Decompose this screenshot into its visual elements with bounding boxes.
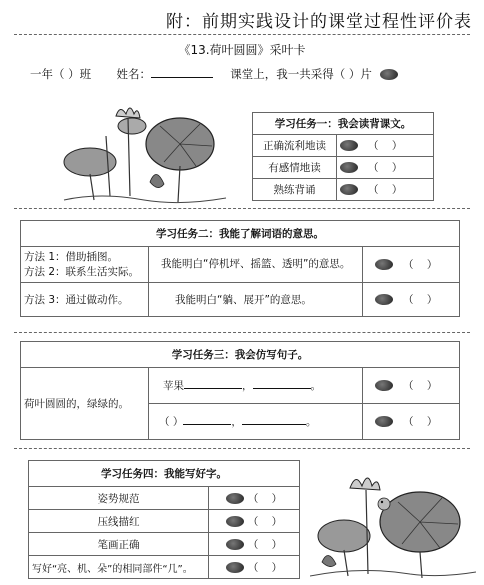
student-info-line [30,66,408,82]
task1-row-3: 熟练背诵 [253,179,337,201]
task2-method-2: 方法 2：联系生活实际。 [24,265,140,278]
task1-title: 学习任务一：我会读背课文。 [253,113,434,135]
task3-score-2[interactable]: （ ） [363,404,460,440]
task3-blank[interactable] [253,379,311,389]
lotus-illustration-top [60,96,230,206]
lotus-leaf-icon [375,294,393,305]
task3-blank[interactable] [242,415,306,425]
lotus-leaf-icon [380,69,398,80]
task1-row-2: 有感情地读 [253,157,337,179]
task4-score-1[interactable]: （ ） [209,487,300,510]
page-title: 附：前期实践设计的课堂过程性评价表 [166,12,472,32]
task3-score-1[interactable]: （ ） [363,368,460,404]
task4-score-3[interactable]: （ ） [209,533,300,556]
lotus-leaf-icon [226,516,244,527]
task3-blank[interactable] [184,379,242,389]
task1-score-1[interactable]: （ ） [337,135,434,157]
lotus-leaf-icon [226,493,244,504]
lotus-leaf-icon [226,562,244,573]
earned-leaves-label: 课堂上，我一共采得（ ）片 [230,67,372,81]
task4-table [28,460,300,579]
task4-row-1: 姿势规范 [29,487,209,510]
card-title: 《13.荷叶圆圆》采叶卡 [178,43,306,57]
task3-sentence: 荷叶圆圆的，绿绿的。 [21,368,149,440]
dashed-divider [14,34,470,35]
name-blank[interactable] [151,68,213,78]
task4-title: 学习任务四：我能写好字。 [29,461,300,487]
dashed-divider [14,332,470,333]
task2-goal-2: 我能明白“躺、展开”的意思。 [149,283,363,317]
task1-score-2[interactable]: （ ） [337,157,434,179]
task2-method-3: 方法 3：通过做动作。 [21,283,149,317]
lotus-frog-illustration [310,466,476,580]
lotus-leaf-icon [375,380,393,391]
task3-table [20,341,460,440]
task4-row-3: 笔画正确 [29,533,209,556]
task3-title: 学习任务三：我会仿写句子。 [21,342,460,368]
lotus-leaf-icon [340,162,358,173]
lotus-leaf-icon [340,184,358,195]
dashed-divider [14,208,470,209]
task4-row-4: 写好“亮、机、朵”的相同部件“几”。 [29,556,209,579]
task2-method-1: 方法 1：借助插图。 [24,250,119,263]
task3-paren-blank: （ ） [159,416,184,428]
task3-line-1[interactable]: 苹果 ， 。 [149,368,363,404]
task3-blank[interactable] [183,415,231,425]
task2-table [20,220,460,317]
task1-row-1: 正确流利地读 [253,135,337,157]
task4-row-2: 压线描红 [29,510,209,533]
task2-score-1[interactable]: （ ） [363,247,460,283]
lotus-leaf-icon [340,140,358,151]
task2-methods-1-2 [21,247,149,283]
task2-title: 学习任务二：我能了解词语的意思。 [21,221,460,247]
name-label: 姓名： [116,67,151,81]
lotus-leaf-icon [375,259,393,270]
task3-word-apple: 苹果 [163,380,184,392]
task2-goal-1: 我能明白“停机坪、摇篮、透明”的意思。 [149,247,363,283]
lotus-leaf-icon [226,539,244,550]
grade-class-label: 一年（ ）班 [30,67,92,81]
task1-score-3[interactable]: （ ） [337,179,434,201]
task2-score-2[interactable]: （ ） [363,283,460,317]
lotus-leaf-icon [375,416,393,427]
dashed-divider [14,448,470,449]
task1-table [252,112,434,201]
task4-score-2[interactable]: （ ） [209,510,300,533]
task4-score-4[interactable]: （ ） [209,556,300,579]
task3-line-2[interactable]: （ ） ， 。 [149,404,363,440]
